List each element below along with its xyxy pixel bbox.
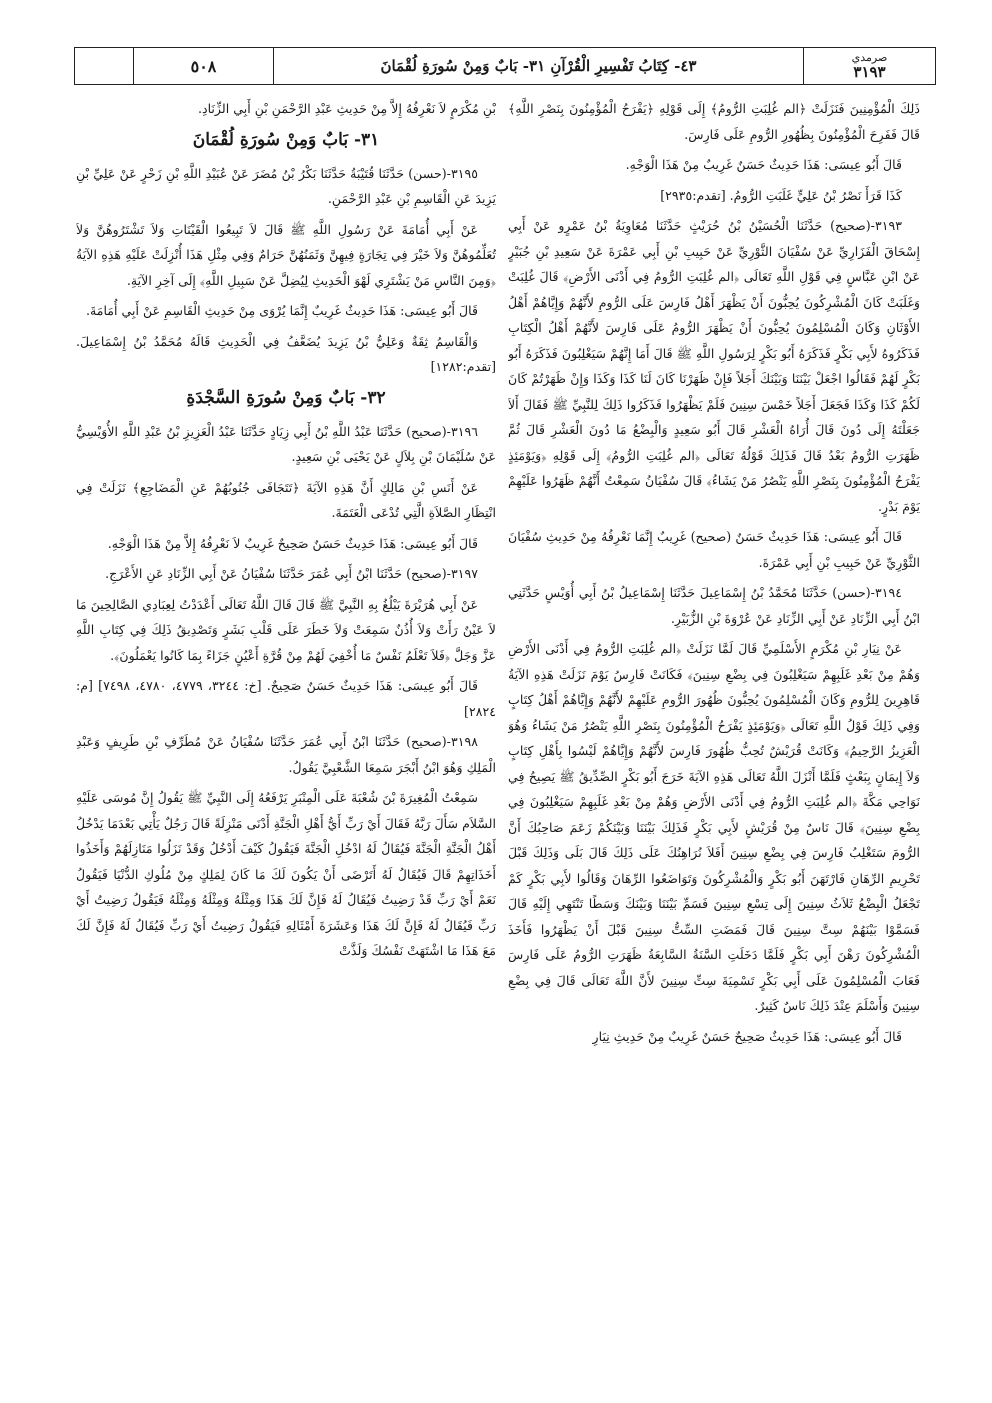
- text-paragraph: قَالَ أَبُو عِيسَى: هَذَا حَدِيثٌ حَسَنٌ صَحِيحٌ غَرِيبٌ لاَ نَعْرِفُهُ إِلاَّ مِنْ هَذَا الْوَجْهِ.: [107, 535, 478, 551]
- text-paragraph: عَنْ أَبِي هُرَيْرَةَ يَبْلُغُ بِهِ النَّبِيَّ ﷺ قَالَ قَالَ اللَّهُ تَعَالَى أَعْدَدْتُ لِعِبَادِي الصَّالِحِينَ مَا لاَ عَيْنٌ رَأَتْ وَلاَ أُذُنٌ سَمِعَتْ وَلاَ خَطَرَ عَلَى قَلْبِ بَشَرٍ وَتَصْدِيقُ ذَلِكَ فِي كِتَابِ اللَّهِ عَزَّ وَجَلَّ ﴿فَلاَ تَعْلَمُ نَفْسٌ مَا أُخْفِيَ لَهُمْ مِنْ قُرَّةِ أَعْيُنٍ جَزَاءً بِمَا كَانُوا يَعْمَلُونَ﴾.: [76, 596, 496, 663]
- text-paragraph: عَنْ أَنَسِ بْنِ مَالِكٍ أَنَّ هَذِهِ الآيَةَ ﴿تَتَجَافَى جُنُوبُهُمْ عَنِ الْمَضَاجِعِ﴾ نَزَلَتْ فِي انْتِظَارِ الصَّلاَةِ الَّتِي تُدْعَى الْعَتَمَةَ.: [76, 479, 496, 520]
- right-text-column: [508, 96, 920, 1396]
- reference-label: صرمدي: [851, 50, 888, 64]
- text-paragraph: ٣١٩٦-(صحيح) حَدَّثَنَا عَبْدُ اللَّهِ بْنُ أَبِي زِيَادٍ حَدَّثَنَا عَبْدُ الْعَزِيزِ بْنُ عَبْدِ اللَّهِ الأُوَيْسِيُّ عَنْ سُلَيْمَانَ بْنِ بِلاَلٍ عَنْ يَحْيَى بْنِ سَعِيدٍ.: [76, 423, 496, 464]
- text-paragraph: قَالَ أَبُو عِيسَى: هَذَا حَدِيثٌ غَرِيبٌ إِنَّمَا يُرْوَى مِنْ حَدِيثِ الْقَاسِمِ عَنْ أَبِي أُمَامَةَ.: [85, 303, 478, 318]
- text-paragraph: قَالَ أَبُو عِيسَى: هَذَا حَدِيثٌ حَسَنٌ (صحيح) غَرِيبٌ إِنَّمَا نَعْرِفُهُ مِنْ حَدِيثِ سُفْيَانَ الثَّوْرِيِّ عَنْ حَبِيبِ بْنِ أَبِي عَمْرَةَ.: [508, 529, 920, 570]
- left-text-column: [76, 96, 496, 1396]
- text-paragraph: ٣١٩٤-(حسن) حَدَّثَنَا مُحَمَّدُ بْنُ إِسْمَاعِيلَ حَدَّثَنَا إِسْمَاعِيلُ بْنُ أَبِي أُوَيْسٍ حَدَّثَنِي ابْنُ أَبِي الزِّنَادِ عَنْ أَبِي الزِّنَادِ عَنْ عُرْوَةَ بْنِ الزُّبَيْرِ.: [508, 585, 920, 626]
- reference-number: ٣١٩٣: [853, 62, 886, 81]
- chapter-title: ٤٣- كِتَابُ تَفْسِيرِ الْقُرْآنِ ٣١- بَابٌ وَمِنْ سُورَةِ لُقْمَانَ: [273, 48, 803, 84]
- text-paragraph: قَالَ أَبُو عِيسَى: هَذَا حَدِيثٌ صَحِيحٌ حَسَنٌ غَرِيبٌ مِنْ حَدِيثِ نِيَارِ: [592, 1028, 902, 1044]
- text-paragraph: ٣١٩٥-(حسن) حَدَّثَنَا قُتَيْبَةُ حَدَّثَنَا بَكْرُ بْنُ مُضَرَ عَنْ عُبَيْدِ اللَّهِ بْنِ زَحْرٍ عَنْ عَلِيِّ بْنِ يَزِيدَ عَنِ الْقَاسِمِ بْنِ عَبْدِ الرَّحْمَنِ.: [76, 165, 496, 206]
- hadith-reference-cell: [803, 48, 935, 84]
- text-paragraph: سَمِعْتُ الْمُغِيرَةَ بْنَ شُعْبَةَ عَلَى الْمِنْبَرِ يَرْفَعُهُ إِلَى النَّبِيِّ ﷺ يَقُولُ إِنَّ مُوسَى عَلَيْهِ السَّلاَم سَأَلَ رَبَّهُ فَقَالَ أَيْ رَبِّ أَيُّ أَهْلِ الْجَنَّةِ أَدْنَى مَنْزِلَةً قَالَ رَجُلٌ يَأْتِي بَعْدَمَا يَدْخُلُ أَهْلُ الْجَنَّةِ الْجَنَّةَ فَيُقَالُ لَهُ ادْخُلِ الْجَنَّةَ فَيَقُولُ كَيْفَ أَدْخُلُ وَقَدْ نَزَلُوا مَنَازِلَهُمْ وَأَخَذُوا أَخَذَاتِهِمْ قَالَ فَيُقَالُ لَهُ أَتَرْضَى أَنْ يَكُونَ لَكَ مَا كَانَ لِمَلِكٍ مِنْ مُلُوكِ الدُّنْيَا فَيَقُولُ نَعَمْ أَيْ رَبِّ قَدْ رَضِيتُ فَيُقَالُ لَهُ فَإِنَّ لَكَ هَذَا وَمِثْلَهُ وَمِثْلَهُ وَمِثْلَهُ فَيَقُولُ رَضِيتُ أَيْ رَبِّ فَيُقَالُ لَهُ فَإِنَّ لَكَ هَذَا وَعَشَرَةَ أَمْثَالِهِ فَيَقُولُ رَضِيتُ أَيْ رَبِّ فَيُقَالُ لَهُ فَإِنَّ لَكَ مَعَ هَذَا مَا اشْتَهَتْ نَفْسُكَ وَلَذَّتْ: [76, 790, 496, 958]
- page-number: ٥٠٨: [133, 48, 273, 84]
- text-paragraph: عَنْ أَبِي أُمَامَةَ عَنْ رَسُولِ اللَّهِ ﷺ قَالَ لاَ تَبِيعُوا الْقَيْنَاتِ وَلاَ تَشْتَرُوهُنَّ وَلاَ تُعَلِّمُوهُنَّ وَلاَ خَيْرَ فِي تِجَارَةٍ فِيهِنَّ وَثَمَنُهُنَّ حَرَامٌ وَفِي مِثْلِ هَذَا أُنْزِلَتْ عَلَيْهِ هَذِهِ الآيَةُ ﴿وَمِنَ النَّاسِ مَنْ يَشْتَرِي لَهْوَ الْحَدِيثِ لِيُضِلَّ عَنْ سَبِيلِ اللَّهِ﴾ إِلَى آخِرِ الآيَةِ.: [76, 221, 496, 288]
- text-paragraph: ٣١٩٨-(صحيح) حَدَّثَنَا ابْنُ أَبِي عُمَرَ حَدَّثَنَا سُفْيَانُ عَنْ مُطَرِّفِ بْنِ طَرِيفٍ وَعَبْدِ الْمَلِكِ وَهُوَ ابْنُ أَبْجَرَ سَمِعَا الشَّعْبِيَّ يَقُولُ.: [76, 734, 496, 775]
- section-heading: ٣٢- بَابٌ وَمِنْ سُورَةِ السَّجْدَةِ: [186, 387, 386, 408]
- page-header: [74, 47, 936, 85]
- text-paragraph: قَالَ أَبُو عِيسَى: هَذَا حَدِيثٌ حَسَنٌ غَرِيبٌ مِنْ هَذَا الْوَجْهِ.: [625, 157, 902, 172]
- text-paragraph: كَذَا قَرَأَ نَصْرُ بْنُ عَلِيٍّ غَلَبَتِ الرُّومُ. [تقدم:٢٩٣٥]: [660, 187, 902, 203]
- section-heading: ٣١- بَابٌ وَمِنْ سُورَةِ لُقْمَانَ: [192, 129, 380, 150]
- header-empty-cell: [75, 48, 133, 84]
- text-paragraph: ذَلِكَ الْمُؤْمِنِينَ فَنَزَلَتْ ﴿الم غُلِبَتِ الرُّومُ﴾ إِلَى قَوْلِهِ ﴿يَفْرَحُ الْمُؤْمِنُونَ بِنَصْرِ اللَّهِ﴾ قَالَ فَفَرِحَ الْمُؤْمِنُونَ بِظُهُورِ الرُّومِ عَلَى فَارِسَ.: [508, 101, 920, 142]
- text-paragraph: بْنِ مُكْرَمٍ لاَ نَعْرِفُهُ إِلاَّ مِنْ حَدِيثِ عَبْدِ الرَّحْمَنِ بْنِ أَبِي الزِّنَادِ.: [197, 101, 496, 116]
- text-paragraph: وَالْقَاسِمُ ثِقَةٌ وَعَلِيُّ بْنُ يَزِيدَ يُضَعَّفُ فِي الْحَدِيثِ قَالَهُ مُحَمَّدُ بْنُ إِسْمَاعِيلَ. [تقدم:١٢٨٢]: [76, 333, 496, 374]
- text-paragraph: ٣١٩٧-(صحيح) حَدَّثَنَا ابْنُ أَبِي عُمَرَ حَدَّثَنَا سُفْيَانُ عَنْ أَبِي الزِّنَادِ عَنِ الأَعْرَجِ.: [105, 566, 478, 581]
- text-paragraph: عَنْ نِيَارِ بْنِ مُكْرَمٍ الأَسْلَمِيِّ قَالَ لَمَّا نَزَلَتْ ﴿الم غُلِبَتِ الرُّومُ فِي أَدْنَى الأَرْضِ وَهُمْ مِنْ بَعْدِ غَلَبِهِمْ سَيَغْلِبُونَ فِي بِضْعِ سِنِينَ﴾ فَكَانَتْ فَارِسُ يَوْمَ نَزَلَتْ هَذِهِ الآيَةُ قَاهِرِينَ لِلرُّومِ وَكَانَ الْمُسْلِمُونَ يُحِبُّونَ ظُهُورَ الرُّومِ عَلَيْهِمْ لأَنَّهُمْ وَإِيَّاهُمْ أَهْلُ كِتَابٍ وَفِي ذَلِكَ قَوْلُ اللَّهِ تَعَالَى ﴿وَيَوْمَئِذٍ يَفْرَحُ الْمُؤْمِنُونَ بِنَصْرِ اللَّهِ يَنْصُرُ مَنْ يَشَاءُ وَهُوَ الْعَزِيزُ الرَّحِيمُ﴾ وَكَانَتْ قُرَيْشٌ تُحِبُّ ظُهُورَ فَارِسَ لأَنَّهُمْ وَإِيَّاهُمْ لَيْسُوا بِأَهْلِ كِتَابٍ وَلاَ إِيمَانٍ بِبَعْثٍ فَلَمَّا أَنْزَلَ اللَّهُ تَعَالَى هَذِهِ الآيَةَ خَرَجَ أَبُو بَكْرٍ الصِّدِّيقُ ﷺ يَصِيحُ فِي نَوَاحِي مَكَّةَ ﴿الم غُلِبَتِ الرُّومُ فِي أَدْنَى الأَرْضِ وَهُمْ مِنْ بَعْدِ غَلَبِهِمْ سَيَغْلِبُونَ فِي بِضْعِ سِنِينَ﴾ قَالَ نَاسٌ مِنْ قُرَيْشٍ لأَبِي بَكْرٍ فَذَلِكَ بَيْنَنَا وَبَيْنَكُمْ زَعَمَ صَاحِبُكَ أَنَّ الرُّومَ سَتَغْلِبُ فَارِسَ فِي بِضْعِ سِنِينَ أَفَلاَ نُرَاهِنُكَ عَلَى ذَلِكَ قَالَ بَلَى وَذَلِكَ قَبْلَ تَحْرِيمِ الرِّهَانِ فَارْتَهَنَ أَبُو بَكْرٍ وَالْمُشْرِكُونَ وَتَوَاضَعُوا الرِّهَانَ وَقَالُوا لأَبِي بَكْرٍ كَمْ تَجْعَلُ الْبِضْعُ ثَلاَثُ سِنِينَ إِلَى تِسْعِ سِنِينَ فَسَمِّ بَيْنَنَا وَبَيْنَكَ وَسَطًا تَنْتَهِي إِلَيْهِ قَالَ فَسَمَّوْا بَيْنَهُمْ سِتَّ سِنِينَ قَالَ فَمَضَتِ السِّتُّ سِنِينَ قَبْلَ أَنْ يَظْهَرُوا فَأَخَذَ الْمُشْرِكُونَ رَهْنَ أَبِي بَكْرٍ فَلَمَّا دَخَلَتِ السَّنَةُ السَّابِعَةُ ظَهَرَتِ الرُّومُ عَلَى فَارِسَ فَعَابَ الْمُسْلِمُونَ عَلَى أَبِي بَكْرٍ تَسْمِيَةَ سِتِّ سِنِينَ لأَنَّ اللَّهَ تَعَالَى قَالَ فِي بِضْعِ سِنِينَ وَأَسْلَمَ عِنْدَ ذَلِكَ نَاسٌ كَثِيرٌ.: [508, 641, 920, 1013]
- text-paragraph: ٣١٩٣-(صحيح) حَدَّثَنَا الْحُسَيْنُ بْنُ حُرَيْثٍ حَدَّثَنَا مُعَاوِيَةُ بْنُ عَمْرٍو عَنْ أَبِي إِسْحَاقَ الْفَزَارِيِّ عَنْ سُفْيَانَ الثَّوْرِيِّ عَنْ حَبِيبِ بْنِ أَبِي عَمْرَةَ عَنْ سَعِيدِ بْنِ جُبَيْرٍ عَنْ ابْنِ عَبَّاسٍ فِي قَوْلِ اللَّهِ تَعَالَى ﴿الم غُلِبَتِ الرُّومُ فِي أَدْنَى الأَرْضِ﴾ قَالَ غُلِبَتْ وَغَلَبَتْ كَانَ الْمُشْرِكُونَ يُحِبُّونَ أَنْ يَظْهَرَ أَهْلُ فَارِسَ عَلَى الرُّومِ لأَنَّهُمْ وَإِيَّاهُمْ أَهْلُ الأَوْثَانِ وَكَانَ الْمُسْلِمُونَ يُحِبُّونَ أَنْ يَظْهَرَ الرُّومُ عَلَى فَارِسَ لأَنَّهُمْ أَهْلُ الْكِتَابِ فَذَكَرُوهُ لأَبِي بَكْرٍ فَذَكَرَهُ أَبُو بَكْرٍ لِرَسُولِ اللَّهِ ﷺ قَالَ أَمَا إِنَّهُمْ سَيَغْلِبُونَ فَذَكَرَهُ أَبُو بَكْرٍ لَهُمْ فَقَالُوا اجْعَلْ بَيْنَنَا وَبَيْنَكَ أَجَلاً فَإِنْ ظَهَرْنَا كَانَ لَنَا كَذَا وَكَذَا وَإِنْ ظَهَرْتُمْ كَانَ لَكُمْ كَذَا وَكَذَا فَجَعَلَ أَجَلاً خَمْسَ سِنِينَ فَلَمْ يَظْهَرُوا فَذَكَرُوا ذَلِكَ لِلنَّبِيِّ ﷺ فَقَالَ أَلاَ جَعَلْتَهُ إِلَى دُونَ قَالَ أُرَاهُ الْعَشْرِ قَالَ أَبُو سَعِيدٍ وَالْبِضْعُ مَا دُونَ الْعَشْرِ قَالَ ثُمَّ ظَهَرَتِ الرُّومُ بَعْدُ قَالَ فَذَلِكَ قَوْلُهُ تَعَالَى ﴿الم غُلِبَتِ الرُّومُ﴾ إِلَى قَوْلِهِ ﴿وَيَوْمَئِذٍ يَفْرَحُ الْمُؤْمِنُونَ بِنَصْرِ اللَّهِ يَنْصُرُ مَنْ يَشَاءُ﴾ قَالَ سُفْيَانُ سَمِعْتُ أَنَّهُمْ ظَهَرُوا عَلَيْهِمْ يَوْمَ بَدْرٍ.: [508, 218, 920, 514]
- text-paragraph: قَالَ أَبُو عِيسَى: هَذَا حَدِيثٌ حَسَنٌ صَحِيحٌ. [خ: ٣٢٤٤، ٤٧٧٩، ٤٧٨٠، ٧٤٩٨] [م: ٢٨٢٤]: [76, 678, 496, 719]
